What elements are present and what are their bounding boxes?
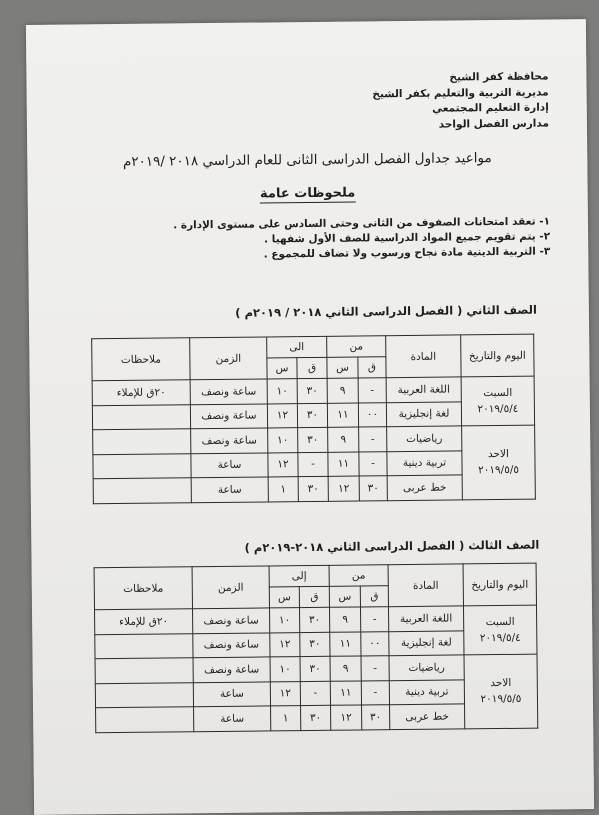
subject-cell: تربية دينية	[389, 679, 464, 704]
duration-cell: ساعة ونصف	[193, 657, 270, 682]
duration-cell: ساعة ونصف	[191, 428, 268, 453]
header-to-minute: ق	[299, 586, 329, 607]
from-minute-cell: -	[358, 378, 386, 403]
exam-date: ٢٠١٩/٥/٤	[477, 402, 519, 416]
to-minute-cell: ٣٠	[298, 427, 328, 452]
to-hour-cell: ١٠	[269, 608, 299, 633]
to-hour-cell: ١٠	[268, 428, 298, 453]
to-minute-cell: ٣٠	[297, 378, 327, 403]
to-hour-cell: ١٠	[270, 657, 300, 682]
notes-cell	[93, 429, 191, 455]
from-minute-cell: -	[361, 656, 389, 681]
day-date-cell	[464, 654, 538, 728]
to-minute-cell: ٣٠	[298, 476, 328, 501]
subject-cell: رياضيات	[389, 655, 464, 680]
header-subject: المادة	[386, 335, 461, 378]
to-minute-cell: -	[298, 452, 328, 477]
from-hour-cell: ١١	[327, 402, 358, 427]
to-hour-cell: ١	[271, 706, 301, 731]
from-hour-cell: ٩	[328, 427, 359, 452]
subject-cell: لغة إنجليزية	[389, 630, 464, 655]
subject-cell: اللغة العربية	[388, 606, 463, 631]
header-duration: الزمن	[192, 566, 269, 609]
duration-cell: ساعة	[191, 477, 268, 502]
from-hour-cell: ٩	[327, 378, 358, 403]
section-title-grade-3: الصف الثالث ( الفصل الدراسى الثاني ٢٠١٨-٢٠١٩م )	[244, 537, 540, 555]
duration-cell: ساعة	[193, 681, 270, 706]
notes-heading-text: ملحوظات عامة	[259, 185, 356, 202]
header-to: إلى	[269, 565, 329, 587]
from-hour-cell: ١١	[330, 631, 361, 656]
duration-cell: ساعة ونصف	[193, 632, 270, 657]
header-from-hour: س	[327, 357, 358, 378]
header-to-hour: س	[269, 587, 299, 608]
notes-list	[173, 214, 550, 263]
subject-cell: رياضيات	[387, 426, 462, 451]
duration-cell: ساعة ونصف	[190, 403, 267, 428]
from-minute-cell: -	[360, 607, 388, 632]
note-item: ١- تعقد امتحانات الصفوف من الثانى وحتى السادس على مستوى الإدارة .	[173, 215, 551, 232]
header-notes: ملاحظات	[92, 338, 190, 381]
note-item: ٢- يتم تقويم جميع المواد الدراسية للصف الأول شفهيا .	[264, 230, 551, 246]
duration-cell: ساعة ونصف	[193, 608, 270, 633]
table-header-row	[92, 334, 534, 360]
header-from: من	[327, 336, 386, 358]
header-to-minute: ق	[297, 357, 327, 378]
from-minute-cell: -	[361, 680, 389, 705]
duration-cell: ساعة ونصف	[190, 379, 267, 404]
letterhead-line-governorate: محافظة كفر الشيخ	[449, 70, 549, 84]
day-name: الاحد	[490, 677, 512, 690]
day-date-cell	[461, 376, 535, 426]
from-hour-cell: ٩	[329, 607, 360, 632]
header-from-hour: س	[329, 586, 360, 607]
from-minute-cell: -	[359, 451, 387, 476]
day-date-cell	[463, 605, 537, 655]
day-name: الاحد	[487, 448, 509, 461]
to-minute-cell: -	[300, 681, 330, 706]
day-name: السبت	[485, 615, 515, 629]
subject-cell: خط عربى	[387, 475, 462, 500]
to-minute-cell: ٣٠	[300, 632, 330, 657]
to-hour-cell: ١٢	[270, 632, 300, 657]
from-minute-cell: ٣٠	[359, 476, 387, 501]
from-minute-cell: ٠٠	[358, 402, 386, 427]
day-date-cell	[462, 425, 536, 499]
notes-cell	[93, 478, 191, 504]
to-minute-cell: ٣٠	[300, 656, 330, 681]
table-row	[92, 376, 534, 405]
to-hour-cell: ١٠	[267, 379, 297, 404]
exam-date: ٢٠١٩/٥/٥	[478, 464, 520, 477]
header-duration: الزمن	[190, 337, 267, 380]
from-minute-cell: ٠٠	[361, 631, 389, 656]
notes-cell	[92, 404, 190, 430]
from-hour-cell: ١١	[328, 451, 359, 476]
from-minute-cell: -	[359, 427, 387, 452]
from-hour-cell: ١١	[330, 680, 361, 705]
notes-cell: ٢٠ق للإملاء	[92, 380, 190, 406]
header-from-minute: ق	[358, 357, 386, 378]
to-hour-cell: ١	[268, 477, 298, 502]
header-from-minute: ق	[360, 586, 388, 607]
to-minute-cell: ٣٠	[297, 403, 327, 428]
letterhead-line-schools: مدارس الفصل الواحد	[438, 116, 549, 131]
header-to-hour: س	[267, 358, 297, 379]
table-header-row	[94, 563, 536, 589]
subject-cell: لغة إنجليزية	[386, 401, 461, 426]
header-day-date: اليوم والتاريخ	[463, 563, 536, 606]
day-name: السبت	[483, 386, 513, 400]
notes-cell	[96, 707, 194, 733]
to-minute-cell: ٣٠	[301, 705, 331, 730]
header-to: الى	[267, 336, 327, 358]
schedule-table-grade-2	[91, 334, 536, 504]
letterhead-line-administration: إدارة التعليم المجتمعي	[431, 101, 549, 115]
notes-cell	[95, 682, 193, 708]
from-hour-cell: ١٢	[328, 476, 359, 501]
document-title: مواعيد جداول الفصل الدراسى الثانى للعام الدراسي ٢٠١٨ /٢٠١٩م	[122, 150, 492, 170]
table-row	[93, 425, 535, 454]
exam-date: ٢٠١٩/٥/٤	[479, 631, 521, 645]
letterhead	[372, 69, 549, 133]
exam-date: ٢٠١٩/٥/٥	[480, 693, 522, 706]
from-hour-cell: ٩	[330, 656, 361, 681]
header-day-date: اليوم والتاريخ	[461, 334, 534, 377]
notes-cell	[93, 453, 191, 479]
duration-cell: ساعة	[194, 706, 271, 731]
section-title-grade-2: الصف الثاني ( الفصل الدراسى الثاني ٢٠١٨ / ٢٠١٩م )	[235, 302, 537, 320]
notes-cell: ٢٠ق للإملاء	[95, 609, 193, 635]
header-from: من	[329, 565, 388, 587]
to-hour-cell: ١٢	[268, 452, 298, 477]
note-item: ٣- التربية الدينية مادة نجاح ورسوب ولا تضاف للمجموع .	[263, 245, 551, 261]
subject-cell: خط عربى	[390, 704, 465, 729]
document-page	[26, 19, 594, 815]
to-hour-cell: ١٢	[270, 681, 300, 706]
subject-cell: اللغة العربية	[386, 377, 461, 402]
letterhead-line-directorate: مديرية التربية والتعليم بكفر الشيخ	[372, 85, 549, 100]
schedule-table-grade-3	[94, 563, 539, 733]
from-hour-cell: ١٢	[331, 705, 362, 730]
notes-heading	[28, 183, 588, 204]
header-subject: المادة	[388, 564, 463, 607]
duration-cell: ساعة	[191, 452, 268, 477]
to-hour-cell: ١٢	[267, 403, 297, 428]
table-row	[95, 605, 537, 634]
header-notes: ملاحظات	[94, 567, 192, 610]
notes-cell	[95, 633, 193, 659]
notes-cell	[95, 658, 193, 684]
table-row	[95, 654, 537, 683]
subject-cell: تربية دينية	[387, 450, 462, 475]
from-minute-cell: ٣٠	[362, 705, 390, 730]
to-minute-cell: ٣٠	[299, 607, 329, 632]
